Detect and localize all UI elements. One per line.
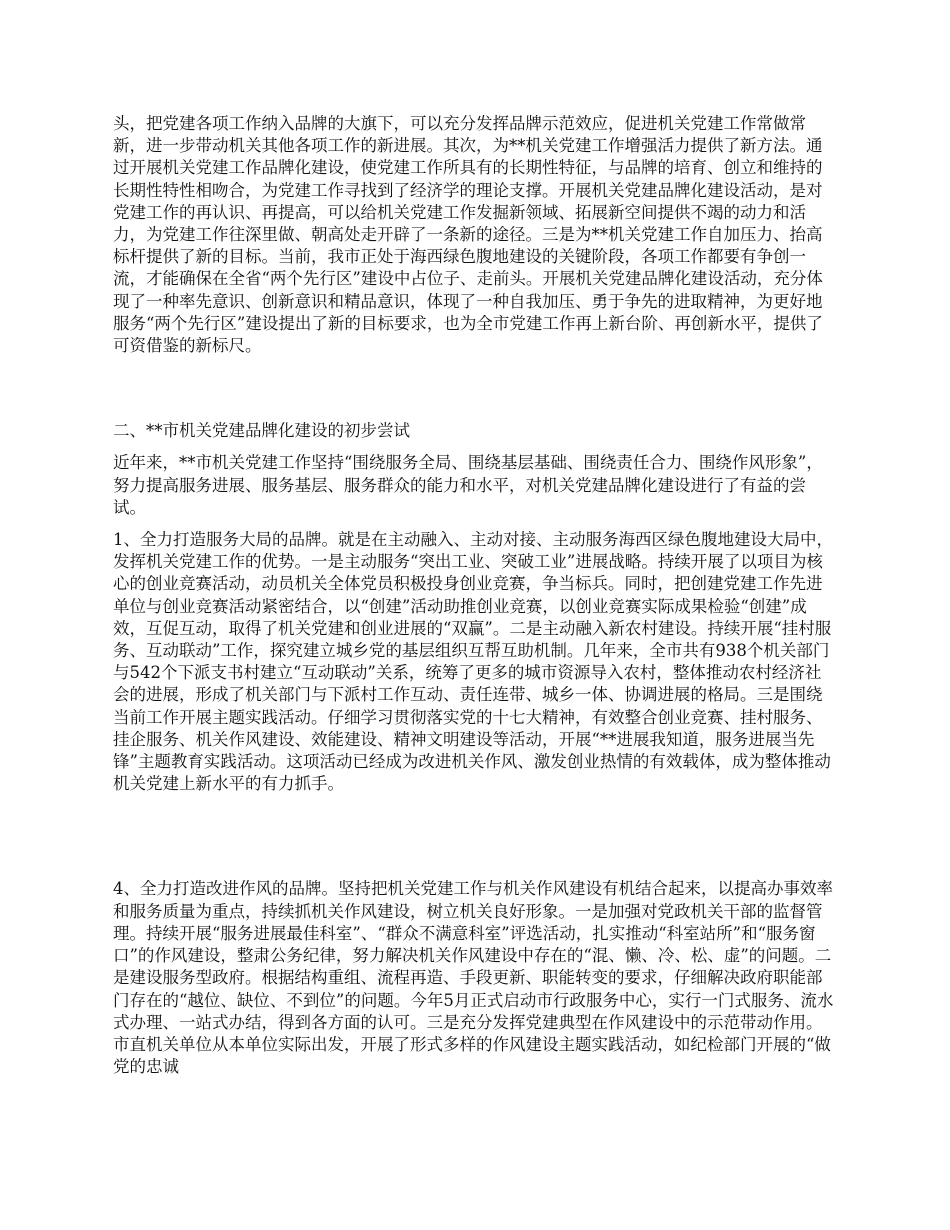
body-paragraph-1: 头，把党建各项工作纳入品牌的大旗下，可以充分发挥品牌示范效应，促进机关党建工作常做常新，进一步带动机关其他各项工作的新进展。其次，为**机关党建工作增强活力提供了新方法。通过开展机关党建工作品牌化建设，使党建工作所具有的长期性特征，与品牌的培育、创立和维持的长期性特性相吻合，为党建工作寻找到了经济学的理论支撑。开展机关党建品牌化建设活动，是对党建工作的再认识、再提高，可以给机关党建工作发掘新领域、拓展新空间提供不竭的动力和活力，为党建工作往深里做、朝高处走开辟了一条新的途径。三是为**机关党建工作自加压力、抬高标杆提供了新的目标。当前，我市正处于海西绿色腹地建设的关键阶段，各项工作都要有争创一流，才能确保在全省“两个先行区”建设中占位子、走前头。开展机关党建品牌化建设活动，充分体现了一种率先意识、创新意识和精品意识，体现了一种自我加压、勇于争先的进取精神，为更好地服务“两个先行区”建设提出了新的目标要求，也为全市党建工作再上新台阶、再创新水平，提供了可资借鉴的新标尺。 — [113, 114, 823, 356]
section-heading-2: 二、**市机关党建品牌化建设的初步尝试 — [113, 421, 410, 441]
document-page — [113, 113, 837, 1078]
body-paragraph-3: 1、全力打造服务大局的品牌。就是在主动融入、主动对接、主动服务海西区绿色腹地建设大局中，发挥机关党建工作的优势。一是主动服务“突出工业、突破工业”进展战略。持续开展了以项目为核心的创业竞赛活动，动员机关全体党员积极投身创业竞赛，争当标兵。同时，把创建党建工作先进单位与创业竞赛活动紧密结合，以“创建”活动助推创业竞赛，以创业竞赛实际成果检验“创建”成效，互促互动，取得了机关党建和创业进展的“双赢”。二是主动融入新农村建设。持续开展“挂村服务、互动联动”工作，探究建立城乡党的基层组织互帮互助机制。几年来，全市共有938个机关部门与542个下派支书村建立“互动联动”关系，统筹了更多的城市资源导入农村，整体推动农村经济社会的进展，形成了机关部门与下派村工作互动、责任连带、城乡一体、协调进展的格局。三是围绕当前工作开展主题实践活动。仔细学习贯彻落实党的十七大精神，有效整合创业竞赛、挂村服务、挂企服务、机关作风建设、效能建设、精神文明建设等活动，开展“**进展我知道，服务进展当先锋”主题教育实践活动。这项活动已经成为改进机关作风、激发创业热情的有效载体，成为整体推动机关党建上新水平的有力抓手。 — [113, 530, 833, 794]
body-paragraph-2: 近年来，**市机关党建工作坚持“围绕服务全局、围绕基层基础、围绕责任合力、围绕作风形象”，努力提高服务进展、服务基层、服务群众的能力和水平，对机关党建品牌化建设进行了有益的尝试。 — [113, 453, 823, 517]
body-paragraph-4: 4、全力打造改进作风的品牌。坚持把机关党建工作与机关作风建设有机结合起来，以提高办事效率和服务质量为重点，持续抓机关作风建设，树立机关良好形象。一是加强对党政机关干部的监督管理。持续开展“服务进展最佳科室”、“群众不满意科室”评选活动，扎实推动“科室站所”和“服务窗口”的作风建设，整肃公务纪律，努力解决机关作风建设中存在的“混、懒、冷、松、虚”的问题。二是建设服务型政府。根据结构重组、流程再造、手段更新、职能转变的要求，仔细解决政府职能部门存在的“越位、缺位、不到位”的问题。今年5月正式启动市行政服务中心，实行一门式服务、流水式办理、一站式办结，得到各方面的认可。三是充分发挥党建典型在作风建设中的示范带动作用。市直机关单位从本单位实际出发，开展了形式多样的作风建设主题实践活动，如纪检部门开展的“做党的忠诚 — [113, 879, 834, 1077]
